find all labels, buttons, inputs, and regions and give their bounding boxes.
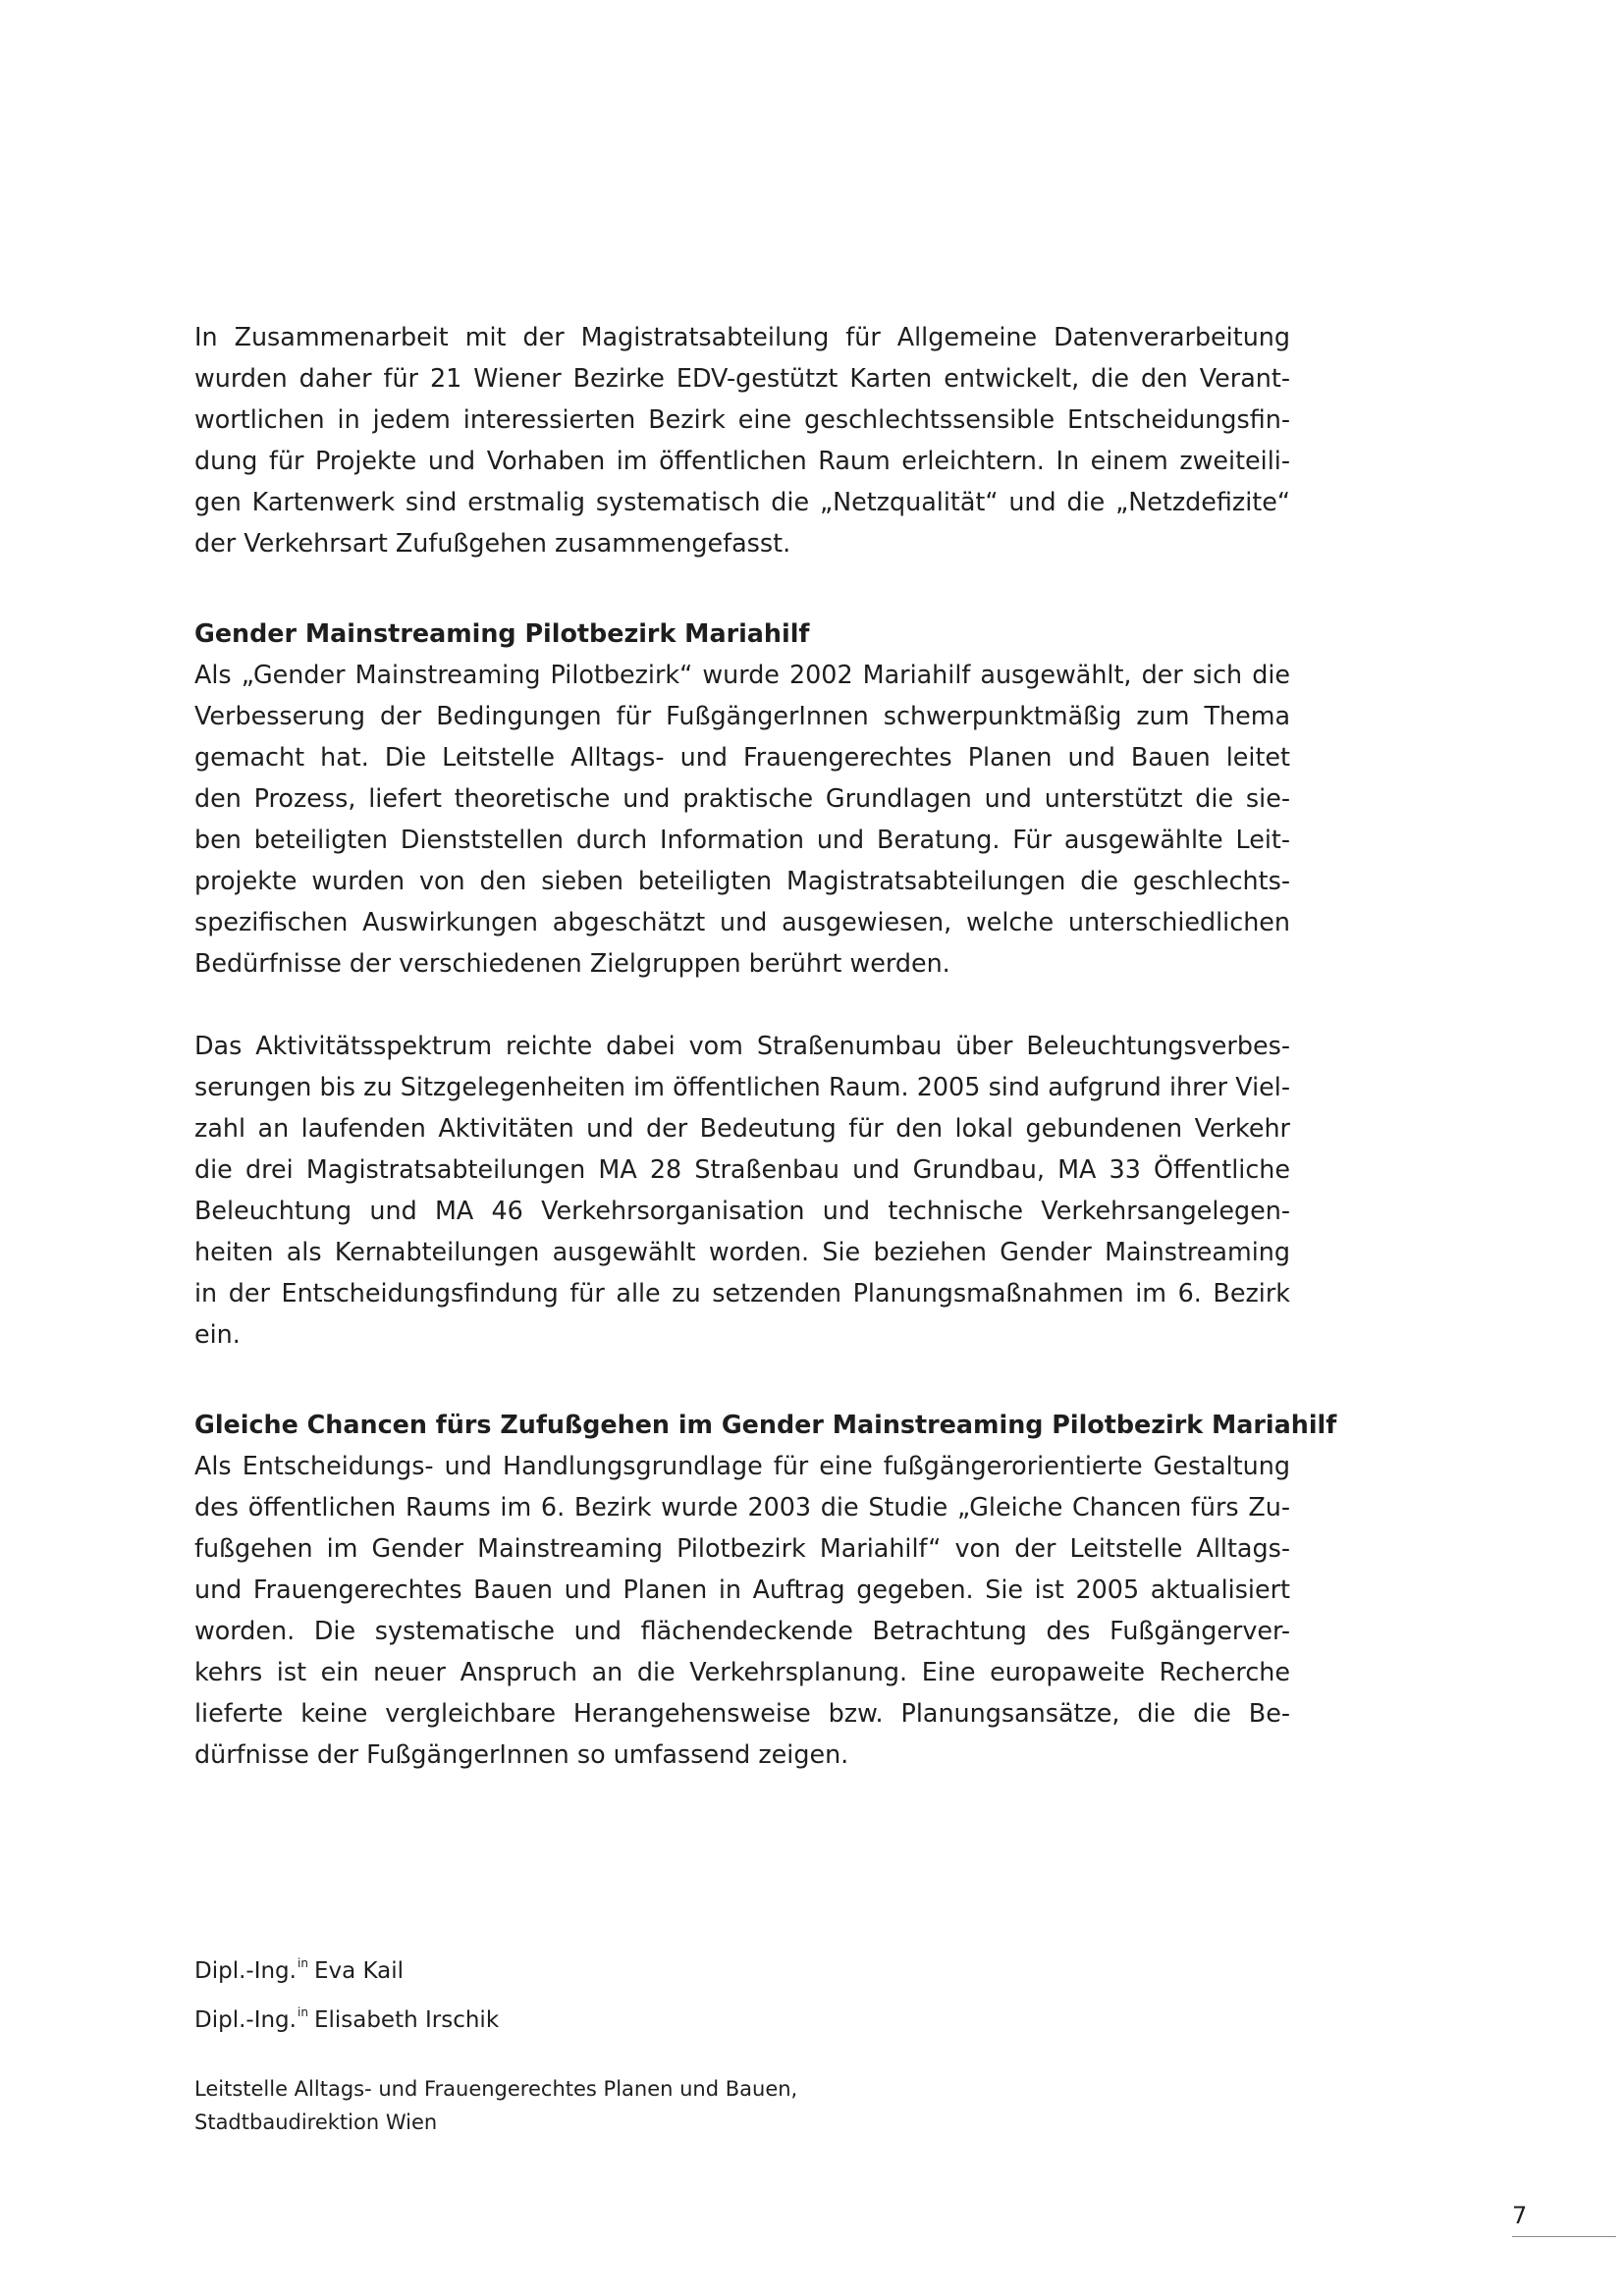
text-line: ben beteiligten Dienststellen durch Information und Beratung. Für ausgewählte Leit-: [194, 825, 1290, 854]
text-line: heiten als Kernabteilungen ausgewählt worden. Sie beziehen Gender Mainstreaming: [194, 1237, 1290, 1266]
text-line: die drei Magistratsabteilungen MA 28 Straßenbau und Grundbau, MA 33 Öffentliche: [194, 1154, 1290, 1184]
intro-paragraph: [194, 316, 1290, 563]
text-line: spezifischen Auswirkungen abgeschätzt und ausgewiesen, welche unterschiedlichen: [194, 907, 1290, 936]
page-number-rule: [1512, 2236, 1616, 2237]
section-heading-pilotbezirk: Gender Mainstreaming Pilotbezirk Mariahilf: [194, 618, 810, 648]
author-name: Elisabeth Irschik: [313, 2007, 500, 2033]
author-title-suffix: in: [297, 2005, 308, 2019]
text-line: dung für Projekte und Vorhaben im öffentlichen Raum erleichtern. In einem zweiteili-: [194, 446, 1290, 475]
signature-author-1: [194, 1939, 499, 1988]
text-line: gen Kartenwerk sind erstmalig systematisch die „Netzqualität“ und die „Netzdefizite“: [194, 487, 1290, 516]
author-title-suffix: in: [297, 1956, 308, 1970]
text-line: serungen bis zu Sitzgelegenheiten im öffentlichen Raum. 2005 sind aufgrund ihrer Viel-: [194, 1072, 1290, 1101]
activity-paragraph: [194, 1025, 1290, 1355]
author-title: Dipl.-Ing.: [194, 2007, 297, 2033]
text-line: Als Entscheidungs- und Handlungsgrundlage für eine fußgängerorientierte Gestaltung: [194, 1451, 1290, 1480]
document-body: [194, 316, 1337, 1775]
affiliation: [194, 2072, 797, 2139]
text-line: Beleuchtung und MA 46 Verkehrsorganisation und technische Verkehrsangelegen-: [194, 1196, 1290, 1225]
author-name: Eva Kail: [313, 1958, 405, 1984]
text-line: Das Aktivitätsspektrum reichte dabei vom Straßenumbau über Beleuchtungsverbes-: [194, 1031, 1290, 1060]
affiliation-line: Leitstelle Alltags- und Frauengerechtes Planen und Bauen,: [194, 2077, 798, 2101]
text-line: Als „Gender Mainstreaming Pilotbezirk“ wurde 2002 Mariahilf ausgewählt, der sich die: [194, 660, 1290, 689]
text-line: Bedürfnisse der verschiedenen Zielgruppen berührt werden.: [194, 948, 950, 978]
author-title: Dipl.-Ing.: [194, 1958, 297, 1984]
text-line: und Frauengerechtes Bauen und Planen in Auftrag gegeben. Sie ist 2005 aktualisiert: [194, 1575, 1290, 1604]
text-line: dürfnisse der FußgängerInnen so umfassend zeigen.: [194, 1739, 849, 1769]
pilotbezirk-paragraph: [194, 654, 1290, 984]
text-line: zahl an laufenden Aktivitäten und der Bedeutung für den lokal gebundenen Verkehr: [194, 1113, 1290, 1143]
text-line: In Zusammenarbeit mit der Magistratsabteilung für Allgemeine Datenverarbeitung: [194, 322, 1290, 351]
text-line: ein.: [194, 1319, 241, 1349]
text-line: fußgehen im Gender Mainstreaming Pilotbezirk Mariahilf“ von der Leitstelle Alltags-: [194, 1533, 1290, 1563]
text-line: des öffentlichen Raums im 6. Bezirk wurde 2003 die Studie „Gleiche Chancen fürs Zu-: [194, 1492, 1290, 1522]
text-line: Verbesserung der Bedingungen für FußgängerInnen schwerpunktmäßig zum Thema: [194, 701, 1290, 730]
text-line: gemacht hat. Die Leitstelle Alltags- und Frauengerechtes Planen und Bauen leitet: [194, 742, 1290, 772]
text-line: wortlichen in jedem interessierten Bezirk eine geschlechtssensible Entscheidungsfin-: [194, 404, 1290, 434]
affiliation-line: Stadtbaudirektion Wien: [194, 2110, 438, 2134]
signature-author-2: [194, 1988, 499, 2037]
page-number: 7: [1512, 2202, 1528, 2229]
signature-block: [194, 1939, 499, 2037]
text-line: den Prozess, liefert theoretische und praktische Grundlagen und unterstützt die sie-: [194, 783, 1290, 813]
section-heading-gleiche-chancen: Gleiche Chancen fürs Zufußgehen im Gender Mainstreaming Pilotbezirk Mariahilf: [194, 1410, 1337, 1439]
text-line: projekte wurden von den sieben beteiligten Magistratsabteilungen die geschlechts-: [194, 866, 1290, 895]
text-line: der Verkehrsart Zufußgehen zusammengefasst.: [194, 528, 791, 558]
text-line: kehrs ist ein neuer Anspruch an die Verkehrsplanung. Eine europaweite Recherche: [194, 1657, 1290, 1686]
text-line: worden. Die systematische und flächendeckende Betrachtung des Fußgängerver-: [194, 1616, 1290, 1645]
text-line: in der Entscheidungsfindung für alle zu setzenden Planungsmaßnahmen im 6. Bezirk: [194, 1278, 1290, 1308]
text-line: wurden daher für 21 Wiener Bezirke EDV-gestützt Karten entwickelt, die den Verant-: [194, 363, 1290, 393]
text-line: lieferte keine vergleichbare Herangehensweise bzw. Planungsansätze, die die Be-: [194, 1698, 1290, 1728]
gleiche-chancen-paragraph: [194, 1445, 1290, 1775]
